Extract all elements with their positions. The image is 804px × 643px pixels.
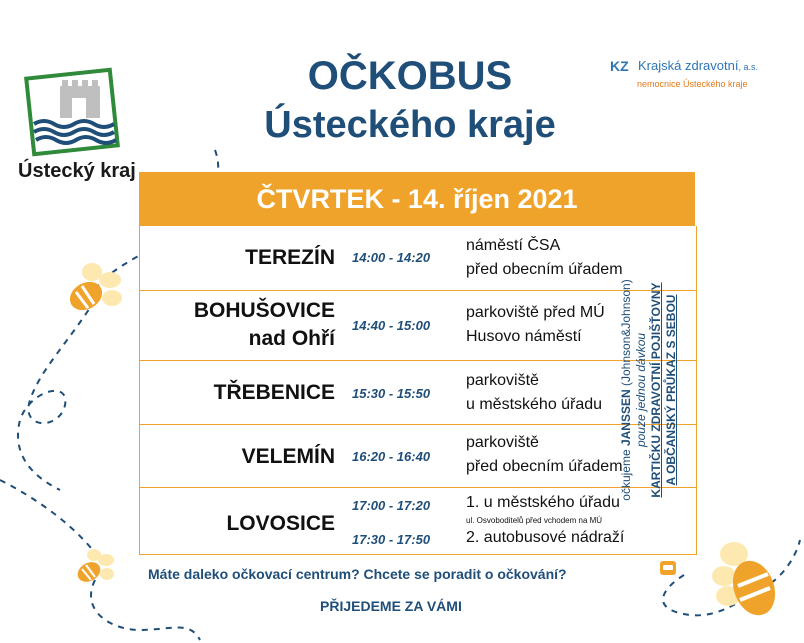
location-line: parkoviště (466, 372, 539, 389)
place-name-line: nad Ohří (248, 327, 335, 350)
bee-icon (62, 262, 124, 320)
place-name-line: BOHUŠOVICE (193, 299, 335, 322)
location-note: ul. Osvoboditelů před vchodem na MÚ (466, 516, 603, 525)
hospital-logo-icon: KZ (610, 58, 629, 74)
location-line: před obecním úřadem (466, 458, 623, 475)
vaccine-note-suffix: (Johnson&Johnson) (619, 279, 633, 390)
region-name: Ústecký kraj (18, 160, 136, 182)
time-range: 16:20 - 16:40 (352, 449, 431, 464)
location-line: u městského úřadu (466, 396, 603, 413)
date-label: ČTVRTEK - 14. říjen 2021 (256, 184, 578, 214)
bee-icon (72, 548, 116, 588)
vaccine-note-prefix: očkujeme (619, 446, 633, 501)
time-range: 17:00 - 17:20 (352, 498, 431, 513)
location-line: parkoviště před MÚ (466, 304, 605, 321)
hospital-name-suffix: , a.s. (738, 62, 758, 72)
hospital-name (638, 58, 758, 73)
location: 2. autobusové nádraží (466, 529, 625, 546)
time-range: 17:30 - 17:50 (352, 532, 431, 547)
location-line: před obecním úřadem (466, 261, 623, 278)
chat-icon (660, 561, 676, 575)
region-logo-icon (22, 62, 132, 157)
vaccine-note-text (619, 279, 679, 500)
vaccine-note-line (619, 279, 634, 500)
place-name (140, 297, 335, 353)
hospital-subtitle: nemocnice Ústeckého kraje (637, 79, 748, 89)
bee-icon (712, 540, 782, 620)
location (466, 369, 602, 417)
location-line: náměstí ČSA (466, 237, 561, 254)
location-line: parkoviště (466, 434, 539, 451)
location: 1. u městského úřadu (466, 494, 620, 511)
time-range: 14:00 - 14:20 (352, 250, 431, 265)
vaccine-note-line: KARTIČKU ZDRAVOTNÍ POJIŠŤOVNY (649, 282, 663, 498)
location (466, 234, 623, 282)
place-name: LOVOSICE (226, 512, 335, 535)
location (466, 301, 605, 349)
page-title-line2: Ústeckého kraje (264, 104, 556, 146)
location (466, 431, 623, 479)
vaccine-note (604, 226, 694, 554)
place-name: TŘEBENICE (213, 381, 335, 404)
vaccine-note-line: A OBČANSKÝ PRŮKAZ S SEBOU (664, 294, 678, 486)
vaccine-note-line: pouze jednou dávkou (634, 332, 648, 448)
time-range: 14:40 - 15:00 (352, 318, 431, 333)
location-line: Husovo náměstí (466, 328, 582, 345)
footer-question: Máte daleko očkovací centrum? Chcete se poradit o očkování? (148, 566, 567, 582)
place-name: VELEMÍN (241, 445, 335, 468)
time-range: 15:30 - 15:50 (352, 386, 431, 401)
vaccine-name: JANSSEN (619, 389, 633, 447)
hospital-name-main: Krajská zdravotní (638, 58, 739, 73)
place-name: TEREZÍN (245, 246, 335, 269)
date-banner (139, 172, 695, 226)
footer-slogan: PŘIJEDEME ZA VÁMI (320, 598, 462, 614)
page-title-line1: OČKOBUS (307, 54, 513, 98)
